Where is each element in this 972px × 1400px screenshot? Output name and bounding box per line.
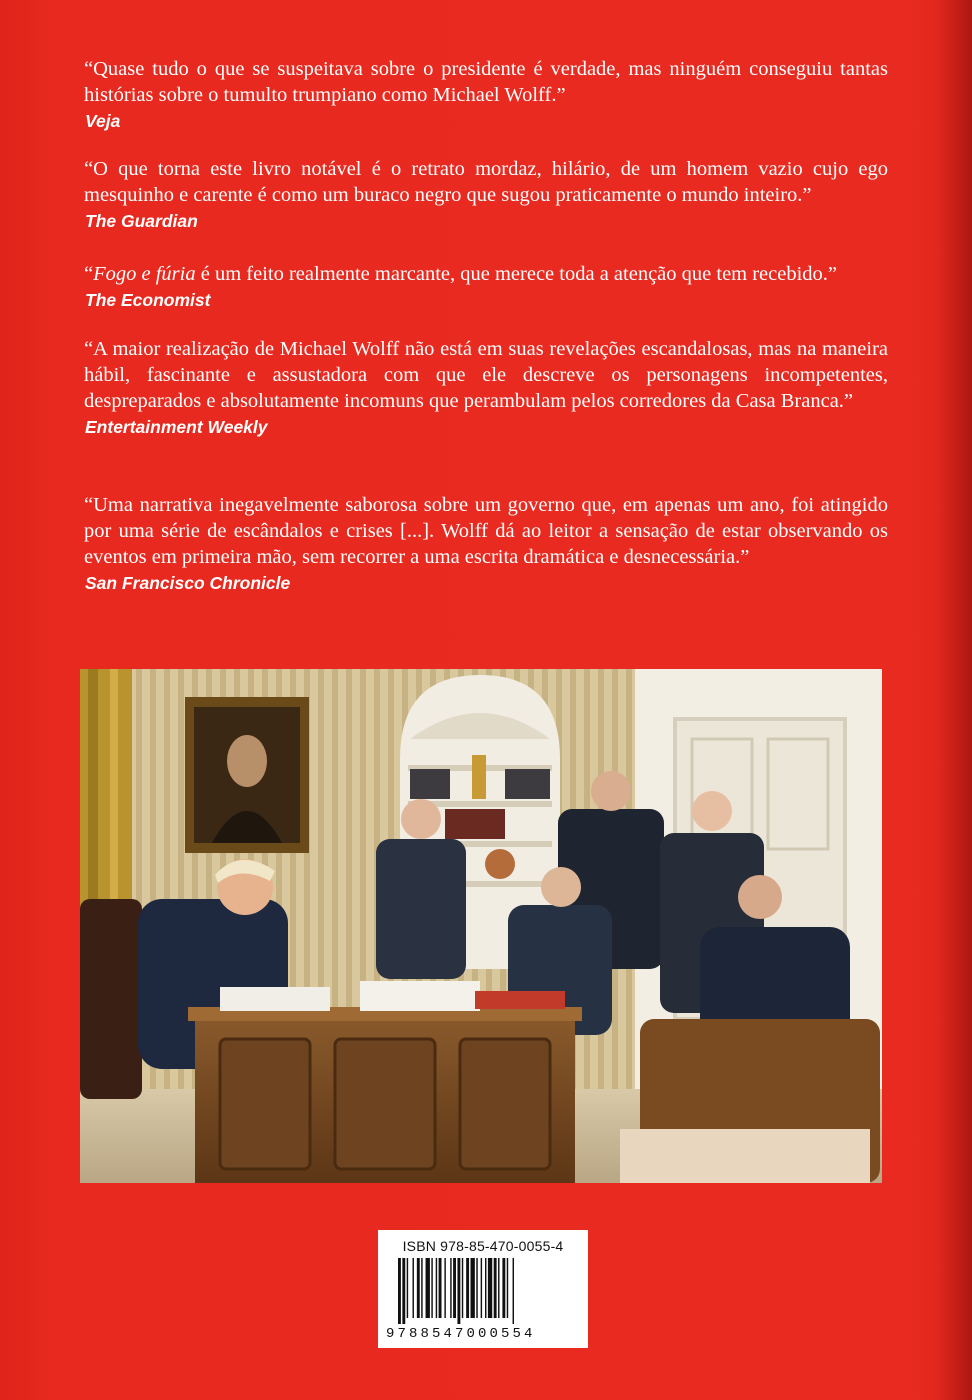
quote-veja	[84, 56, 888, 132]
barcode-bar	[436, 1258, 437, 1318]
quote-text: “Uma narrativa inegavelmente saborosa sobre um governo que, em apenas um ano, foi atingido por uma série de escândalos e crises [...]. Wolff dá ao leitor a sensação de estar observando os eventos em primeira mão, sem recorrer a uma escrita dramática e desnecessária.”	[84, 494, 888, 568]
barcode-bar	[421, 1258, 422, 1318]
isbn-text: ISBN 978-85-470-0055-4	[402, 1238, 564, 1254]
barcode-bar	[466, 1258, 469, 1318]
quote-text: “Quase tudo o que se suspeitava sobre o presidente é verdade, mas ninguém conseguiu tantas histórias sobre o tumulto trumpiano como Michael Wolff.”	[84, 58, 888, 106]
oval-office-photo	[80, 669, 882, 1183]
quote-text-rest: é um feito realmente marcante, que merece toda a atenção que tem recebido.”	[195, 263, 838, 285]
quote-sf-chronicle	[84, 492, 888, 594]
quote-text: “O que torna este livro notável é o retrato mordaz, hilário, de um homem vazio cujo ego mesquinho e carente é como um buraco negro que sugou praticamente o mundo inteiro.”	[84, 158, 888, 206]
barcode-bar	[398, 1258, 401, 1324]
barcode-bar	[485, 1258, 486, 1318]
quote-text: “A maior realização de Michael Wolff não está em suas revelações escandalosas, mas na maneira hábil, fascinante e assustadora com que ele descreve os personagens incompetentes, despreparados e absolutamente incomuns que perambulam pelos corredores da Casa Branca.”	[84, 338, 888, 412]
quote-source: The Guardian	[85, 211, 198, 231]
barcode-bar	[471, 1258, 475, 1318]
quote-source: Entertainment Weekly	[85, 417, 268, 437]
barcode-bar	[402, 1258, 405, 1324]
quote-economist	[84, 261, 837, 311]
barcode-bar	[417, 1258, 420, 1318]
quote-source: San Francisco Chronicle	[85, 573, 291, 593]
barcode-bar	[476, 1258, 477, 1318]
barcode-bar	[513, 1258, 514, 1324]
book-title: Fogo e fúria	[93, 263, 196, 285]
spine-shadow	[938, 0, 972, 1400]
barcode-bars	[398, 1258, 570, 1324]
quote-text	[84, 261, 837, 287]
isbn-barcode	[378, 1230, 588, 1348]
barcode-bar	[431, 1258, 432, 1318]
quote-open-mark: “	[84, 263, 94, 285]
barcode-bar	[462, 1258, 463, 1318]
barcode-bar	[507, 1258, 508, 1318]
quote-guardian	[84, 156, 888, 232]
barcode-bar	[502, 1258, 505, 1318]
barcode-bar	[481, 1258, 482, 1318]
quote-source: Veja	[85, 111, 121, 131]
barcode-bar	[407, 1258, 408, 1318]
quote-source: The Economist	[85, 290, 211, 310]
quote-entertainment-weekly	[84, 336, 888, 438]
barcode-bar	[488, 1258, 492, 1318]
barcode-bar	[450, 1258, 451, 1318]
barcode-bar	[494, 1258, 497, 1318]
barcode-bar	[453, 1258, 456, 1318]
ean-number: 9788547000554	[386, 1326, 536, 1342]
barcode-bar	[444, 1258, 445, 1318]
barcode-bar	[457, 1258, 460, 1324]
barcode-bar	[498, 1258, 499, 1318]
barcode-bar	[439, 1258, 442, 1318]
barcode-bar	[413, 1258, 414, 1318]
barcode-bar	[426, 1258, 430, 1318]
